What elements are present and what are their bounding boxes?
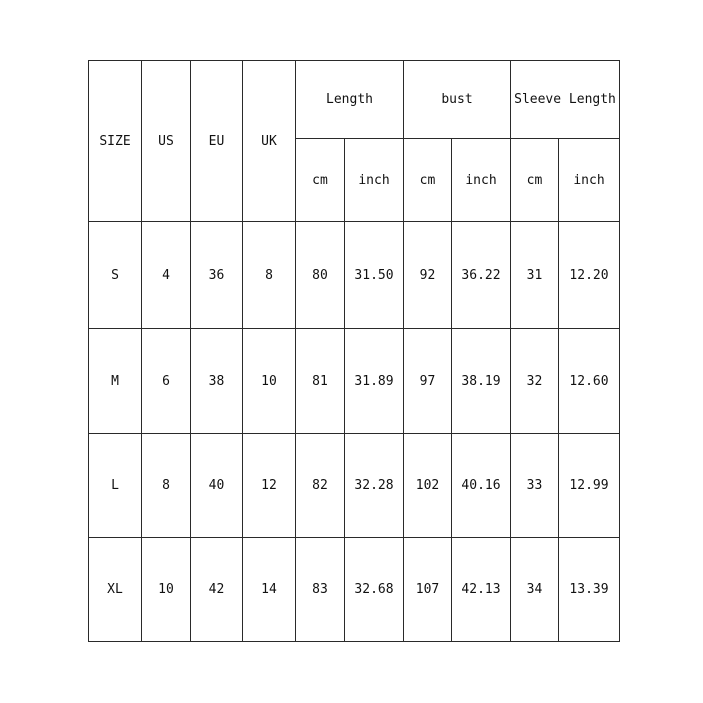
- cell-length-inch: 31.89: [345, 329, 404, 434]
- unit-length-inch: inch: [345, 139, 404, 222]
- header-uk: UK: [243, 61, 296, 222]
- header-eu: EU: [191, 61, 243, 222]
- header-us: US: [142, 61, 191, 222]
- cell-bust-inch: 42.13: [452, 538, 511, 642]
- cell-uk: 8: [243, 222, 296, 329]
- cell-length-inch: 32.28: [345, 434, 404, 538]
- cell-eu: 42: [191, 538, 243, 642]
- unit-sleeve-cm: cm: [511, 139, 559, 222]
- cell-bust-inch: 36.22: [452, 222, 511, 329]
- cell-sleeve-inch: 12.99: [559, 434, 620, 538]
- table-row: [89, 434, 620, 538]
- cell-uk: 10: [243, 329, 296, 434]
- cell-sleeve-cm: 34: [511, 538, 559, 642]
- cell-us: 4: [142, 222, 191, 329]
- size-chart-table: [88, 60, 620, 642]
- header-bust: bust: [404, 61, 511, 139]
- header-length: Length: [296, 61, 404, 139]
- cell-size: XL: [89, 538, 142, 642]
- cell-length-inch: 32.68: [345, 538, 404, 642]
- cell-length-cm: 82: [296, 434, 345, 538]
- cell-size: L: [89, 434, 142, 538]
- cell-bust-cm: 92: [404, 222, 452, 329]
- cell-bust-cm: 107: [404, 538, 452, 642]
- cell-length-cm: 83: [296, 538, 345, 642]
- header-row-groups: [89, 61, 620, 139]
- cell-uk: 12: [243, 434, 296, 538]
- cell-sleeve-cm: 32: [511, 329, 559, 434]
- cell-length-cm: 81: [296, 329, 345, 434]
- table-row: [89, 329, 620, 434]
- unit-sleeve-inch: inch: [559, 139, 620, 222]
- cell-bust-inch: 40.16: [452, 434, 511, 538]
- header-size: SIZE: [89, 61, 142, 222]
- cell-size: M: [89, 329, 142, 434]
- cell-eu: 36: [191, 222, 243, 329]
- cell-uk: 14: [243, 538, 296, 642]
- unit-bust-cm: cm: [404, 139, 452, 222]
- cell-eu: 38: [191, 329, 243, 434]
- table-row: [89, 538, 620, 642]
- cell-sleeve-cm: 31: [511, 222, 559, 329]
- cell-sleeve-inch: 13.39: [559, 538, 620, 642]
- unit-bust-inch: inch: [452, 139, 511, 222]
- cell-us: 8: [142, 434, 191, 538]
- cell-sleeve-inch: 12.60: [559, 329, 620, 434]
- unit-length-cm: cm: [296, 139, 345, 222]
- cell-sleeve-cm: 33: [511, 434, 559, 538]
- cell-us: 10: [142, 538, 191, 642]
- cell-length-cm: 80: [296, 222, 345, 329]
- header-sleeve-length: Sleeve Length: [511, 61, 620, 139]
- cell-bust-inch: 38.19: [452, 329, 511, 434]
- cell-us: 6: [142, 329, 191, 434]
- cell-size: S: [89, 222, 142, 329]
- table-row: [89, 222, 620, 329]
- cell-bust-cm: 102: [404, 434, 452, 538]
- cell-eu: 40: [191, 434, 243, 538]
- cell-bust-cm: 97: [404, 329, 452, 434]
- cell-length-inch: 31.50: [345, 222, 404, 329]
- cell-sleeve-inch: 12.20: [559, 222, 620, 329]
